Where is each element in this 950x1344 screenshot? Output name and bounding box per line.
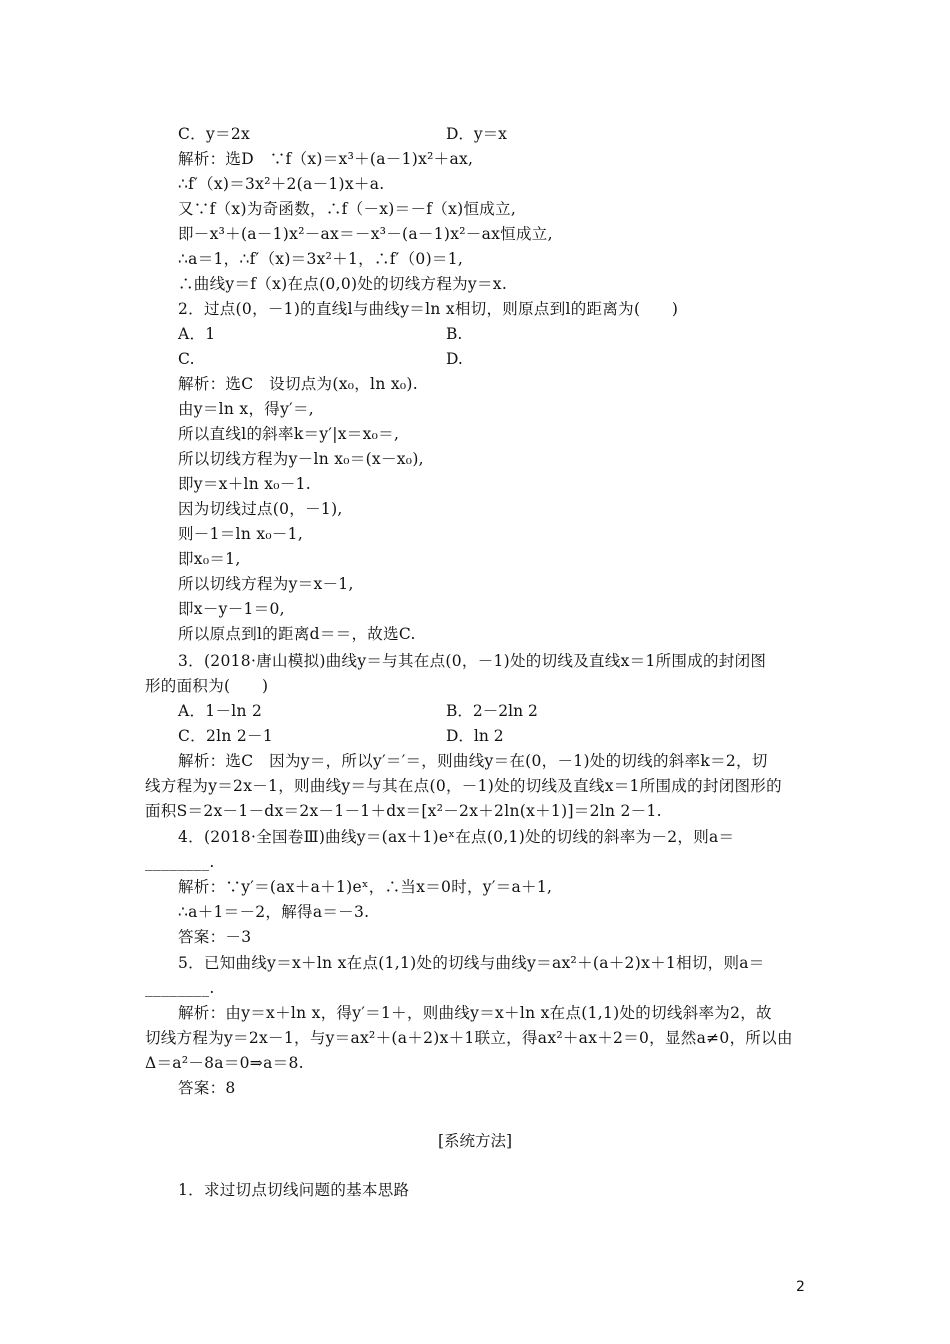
text-line: ∴f′（x)＝3x²＋2(a－1)x＋a. (178, 175, 385, 193)
text-line: 则－1＝ln x₀－1, (178, 525, 304, 543)
text-line: 所以直线l的斜率k＝y′|x＝x₀＝, (178, 425, 400, 443)
text-line: 因为切线过点(0，－1), (178, 500, 343, 518)
question-4: 4．(2018·全国卷Ⅲ)曲线y＝(ax＋1)eˣ在点(0,1)处的切线的斜率为－2，则a＝ (178, 828, 735, 846)
text-line: C．y＝2x (178, 125, 251, 143)
text-line: 解析：由y＝x＋ln x，得y′＝1＋，则曲线y＝x＋ln x在点(1,1)处的切线斜率为2，故 (178, 1004, 772, 1022)
text-line: 由y＝ln x，得y′＝, (178, 400, 314, 418)
page-number: 2 (796, 1279, 805, 1295)
option-b: B. (446, 325, 463, 343)
text-line: 即x₀＝1, (178, 550, 241, 568)
question-3: 3．(2018·唐山模拟)曲线y＝与其在点(0，－1)处的切线及直线x＝1所围成的封闭图 (178, 652, 767, 670)
text-line: ∴曲线y＝f（x)在点(0,0)处的切线方程为y＝x. (178, 275, 508, 293)
section-title: [系统方法] (437, 1132, 513, 1150)
text-line: 解析：选D ∵f（x)＝x³＋(a－1)x²＋ax, (178, 150, 474, 168)
text-line: 解析：选C 因为y＝，所以y′＝′＝，则曲线y＝在(0，－1)处的切线的斜率k＝2，切 (178, 752, 768, 770)
text-line: 形的面积为( ) (145, 677, 269, 695)
text-line: 切线方程为y＝2x－1，与y＝ax²＋(a＋2)x＋1联立，得ax²＋ax＋2＝0，显然a≠0，所以由 (145, 1029, 793, 1047)
text-line: 即－x³＋(a－1)x²－ax＝－x³－(a－1)x²－ax恒成立, (178, 225, 553, 243)
text-line: ∴a＋1＝－2，解得a＝－3. (178, 903, 370, 921)
option-c: C．2ln 2－1 (178, 727, 274, 745)
question-2: 2．过点(0，－1)的直线l与曲线y＝ln x相切，则原点到l的距离为( ) (178, 300, 679, 318)
text-line: 解析：∵y′＝(ax＋a＋1)eˣ，∴当x＝0时，y′＝a＋1, (178, 878, 553, 896)
answer-line: 答案：－3 (178, 928, 252, 946)
answer-blank: ________. (145, 979, 215, 997)
text-line: 解析：选C 设切点为(x₀，ln x₀). (178, 375, 418, 393)
option-d: D. (446, 350, 463, 368)
text-line: Δ＝a²－8a＝0⇒a＝8. (145, 1054, 304, 1072)
text-line: 又∵f（x)为奇函数，∴f（－x)＝－f（x)恒成立, (178, 200, 517, 218)
answer-blank: ________. (145, 853, 215, 871)
text-line: ∴a＝1，∴f′（x)＝3x²＋1，∴f′（0)＝1, (178, 250, 464, 268)
text-line: 线方程为y＝2x－1，则曲线y＝与其在点(0，－1)处的切线及直线x＝1所围成的封闭图形的 (145, 777, 782, 795)
option-c: C. (178, 350, 195, 368)
text-line: 即x－y－1＝0, (178, 600, 285, 618)
item-heading: 1．求过切点切线问题的基本思路 (178, 1181, 410, 1199)
text-line: 所以切线方程为y－ln x₀＝(x－x₀), (178, 450, 424, 468)
text-line: 即y＝x＋ln x₀－1. (178, 475, 312, 493)
option-b: B．2－2ln 2 (446, 702, 538, 720)
option-a: A．1 (178, 325, 216, 343)
text-line: D．y＝x (446, 125, 507, 143)
text-line: 所以原点到l的距离d＝＝，故选C. (178, 625, 416, 643)
text-line: 面积S＝2x－1－dx＝2x－1－1＋dx＝[x²－2x＋2ln(x＋1)]＝2ln 2－1. (145, 802, 662, 820)
text-line: 所以切线方程为y＝x－1, (178, 575, 354, 593)
option-d: D．ln 2 (446, 727, 504, 745)
option-a: A．1－ln 2 (178, 702, 263, 720)
question-5: 5．已知曲线y＝x＋ln x在点(1,1)处的切线与曲线y＝ax²＋(a＋2)x＋1相切，则a＝ (178, 954, 765, 972)
answer-line: 答案：8 (178, 1079, 236, 1097)
